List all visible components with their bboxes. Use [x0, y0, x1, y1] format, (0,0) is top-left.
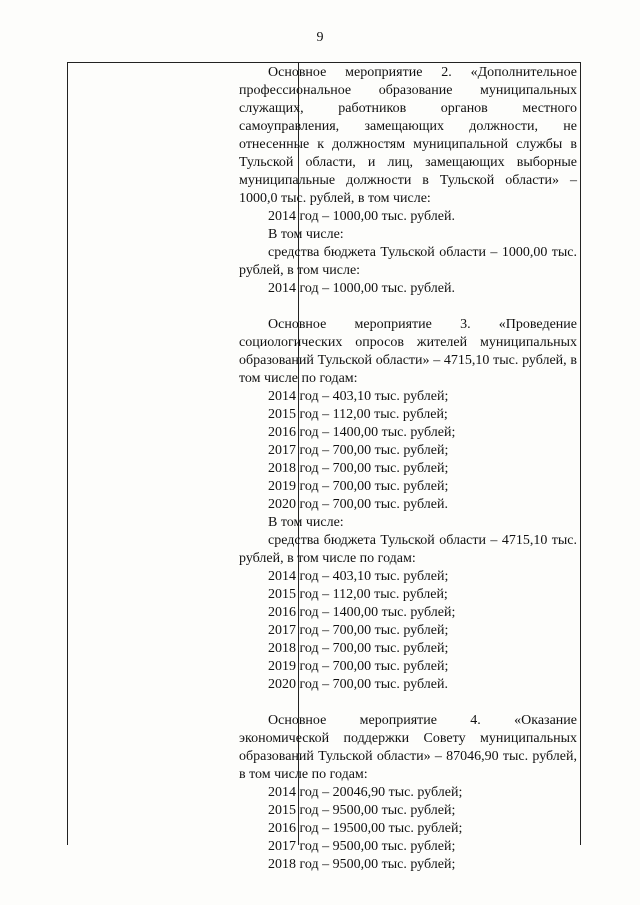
- section-activity-3: [239, 316, 577, 694]
- budget-line: средства бюджета Тульской области – 1000,00 тыс. рублей, в том числе:: [239, 245, 577, 278]
- year-line: 2018 год – 700,00 тыс. рублей;: [268, 461, 449, 476]
- section-activity-4: [239, 712, 577, 874]
- year-line: 2014 год – 403,10 тыс. рублей;: [268, 389, 449, 404]
- section-activity-2: [239, 64, 577, 298]
- year-line: 2014 год – 20046,90 тыс. рублей;: [268, 785, 463, 800]
- year-line: 2019 год – 700,00 тыс. рублей;: [268, 479, 449, 494]
- year-line: 2017 год – 700,00 тыс. рублей;: [268, 443, 449, 458]
- section-intro: Основное мероприятие 2. «Дополнительное профессиональное образование муниципальных служащих, работников органов местного самоуправления, замещающих должности, не отнесенные к должностям муниципальной службы в Тульской области, и лиц, замещающих выборные муниципальные должности в Тульской области» – 1000,0 тыс. рублей, в том числе:: [239, 65, 577, 206]
- budget-year-line: 2014 год – 1000,00 тыс. рублей.: [268, 281, 455, 296]
- year-line: 2016 год – 19500,00 тыс. рублей;: [268, 821, 463, 836]
- budget-line: средства бюджета Тульской области – 4715,10 тыс. рублей, в том числе по годам:: [239, 533, 577, 566]
- subhead: В том числе:: [268, 515, 344, 530]
- budget-year-line: 2016 год – 1400,00 тыс. рублей;: [268, 605, 456, 620]
- budget-year-line: 2019 год – 700,00 тыс. рублей;: [268, 659, 449, 674]
- year-line: 2016 год – 1400,00 тыс. рублей;: [268, 425, 456, 440]
- year-line: 2020 год – 700,00 тыс. рублей.: [268, 497, 448, 512]
- year-line: 2015 год – 112,00 тыс. рублей;: [268, 407, 448, 422]
- year-line: 2017 год – 9500,00 тыс. рублей;: [268, 839, 456, 854]
- budget-year-line: 2015 год – 112,00 тыс. рублей;: [268, 587, 448, 602]
- budget-year-line: 2018 год – 700,00 тыс. рублей;: [268, 641, 449, 656]
- page-number: 9: [316, 30, 324, 45]
- year-line: 2014 год – 1000,00 тыс. рублей.: [268, 209, 455, 224]
- section-intro: Основное мероприятие 4. «Оказание экономической поддержки Совету муниципальных образований Тульской области» – 87046,90 тыс. рублей, в том числе по годам:: [239, 713, 577, 782]
- right-column-content: [239, 64, 577, 892]
- subhead: В том числе:: [268, 227, 344, 242]
- budget-year-line: 2014 год – 403,10 тыс. рублей;: [268, 569, 449, 584]
- section-intro: Основное мероприятие 3. «Проведение социологических опросов жителей муниципальных образований Тульской области» – 4715,10 тыс. рублей, в том числе по годам:: [239, 317, 577, 386]
- year-line: 2015 год – 9500,00 тыс. рублей;: [268, 803, 456, 818]
- budget-year-line: 2017 год – 700,00 тыс. рублей;: [268, 623, 449, 638]
- year-line: 2018 год – 9500,00 тыс. рублей;: [268, 857, 456, 872]
- budget-year-line: 2020 год – 700,00 тыс. рублей.: [268, 677, 448, 692]
